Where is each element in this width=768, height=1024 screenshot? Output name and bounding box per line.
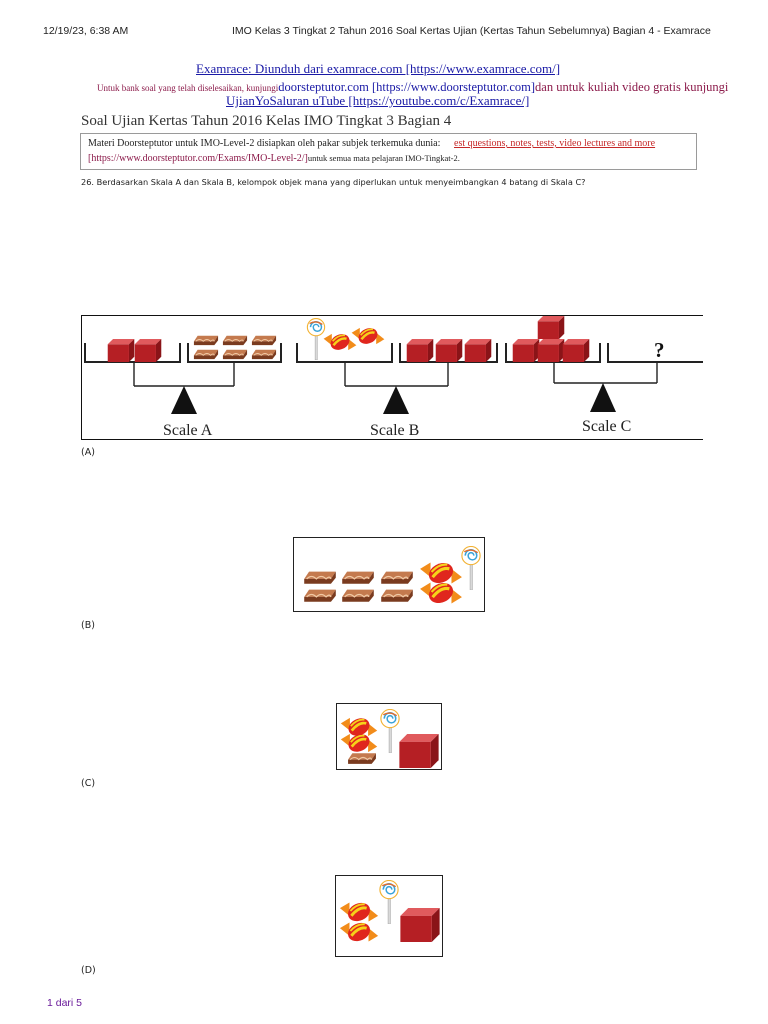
examrace-link[interactable]: Examrace: Diunduh dari examrace.com [https://www.examrace.com/]: [196, 61, 561, 76]
chocolate-bar-icon: [252, 336, 276, 345]
cube-icon: [108, 339, 135, 362]
candy-icon: [420, 559, 462, 587]
scale-c: [506, 316, 703, 435]
unknown-mark: ?: [654, 338, 665, 362]
chocolate-bar-icon: [304, 590, 336, 602]
scale-c-label: Scale C: [582, 418, 632, 435]
chocolate-bar-icon: [342, 572, 374, 584]
option-c-label: (C): [81, 778, 96, 789]
lollipop-icon: [307, 319, 324, 360]
cube-icon: [399, 734, 438, 768]
chocolate-bar-icon: [348, 753, 376, 764]
chocolate-bar-icon: [252, 350, 276, 359]
youtube-link[interactable]: UjianYoSaluran uTube [https://youtube.com/c/Examrace/]: [226, 93, 530, 108]
cube-icon: [538, 339, 565, 362]
scales-figure: [81, 315, 703, 440]
question-text: 26. Berdasarkan Skala A dan Skala B, kelompok objek mana yang diperlukan untuk menyeimbangkan 4 batang di Skala C?: [81, 177, 586, 187]
print-datetime: 12/19/23, 6:38 AM: [43, 25, 129, 37]
banner-video-text: dan untuk kuliah video gratis kunjungi: [535, 80, 729, 94]
option-c-figure[interactable]: [335, 875, 443, 957]
cube-icon: [538, 316, 565, 339]
page-number: 1 dari 5: [47, 997, 83, 1009]
chocolate-bar-icon: [223, 350, 247, 359]
lollipop-icon: [462, 546, 480, 590]
materi-subjects-text: untuk semua mata pelajaran IMO-Tingkat-2.: [307, 153, 460, 163]
option-a-label: (A): [81, 447, 95, 458]
page-title: Soal Ujian Kertas Tahun 2016 Kelas IMO Tingkat 3 Bagian 4: [81, 113, 452, 129]
lollipop-icon: [380, 880, 398, 924]
lollipop-icon: [381, 709, 399, 753]
cube-icon: [135, 339, 162, 362]
cube-icon: [563, 339, 590, 362]
candy-icon: [324, 331, 357, 353]
option-b-label: (B): [81, 620, 95, 631]
candy-icon: [340, 899, 378, 924]
chocolate-bar-icon: [194, 350, 218, 359]
option-d-label: (D): [81, 965, 96, 976]
materi-doorstep-link[interactable]: [https://www.doorsteptutor.com/Exams/IMO-Level-2/]: [88, 153, 308, 164]
chocolate-bar-icon: [304, 572, 336, 584]
option-b-figure[interactable]: [336, 703, 442, 770]
materi-text: Materi Doorsteptutor untuk IMO-Level-2 disiapkan oleh pakar subjek terkemuka dunia:: [88, 138, 441, 149]
cube-icon: [400, 908, 439, 942]
print-page-title: IMO Kelas 3 Tingkat 2 Tahun 2016 Soal Kertas Ujian (Kertas Tahun Sebelumnya) Bagian 4 - Examrace: [232, 25, 711, 37]
cube-icon: [407, 339, 434, 362]
chocolate-bar-icon: [342, 590, 374, 602]
option-a-figure[interactable]: [293, 537, 485, 612]
scale-b: [297, 319, 497, 439]
banner-small-text: Untuk bank soal yang telah diselesaikan, kunjungi: [97, 83, 279, 93]
cube-icon: [513, 339, 540, 362]
scale-a-label: Scale A: [163, 422, 213, 439]
candy-icon: [340, 919, 378, 944]
chocolate-bar-icon: [194, 336, 218, 345]
cube-icon: [436, 339, 463, 362]
chocolate-bar-icon: [381, 572, 413, 584]
scale-a: [85, 336, 281, 439]
doorsteptutor-link[interactable]: doorsteptutor.com [https://www.doorsteptutor.com]: [278, 80, 536, 94]
candy-icon: [352, 325, 385, 347]
materi-overlay-link[interactable]: est questions, notes, tests, video lectures and more: [454, 138, 656, 149]
cube-icon: [465, 339, 492, 362]
candy-icon: [420, 579, 462, 607]
scale-b-label: Scale B: [370, 422, 420, 439]
chocolate-bar-icon: [223, 336, 247, 345]
candy-icon: [341, 731, 377, 755]
chocolate-bar-icon: [381, 590, 413, 602]
